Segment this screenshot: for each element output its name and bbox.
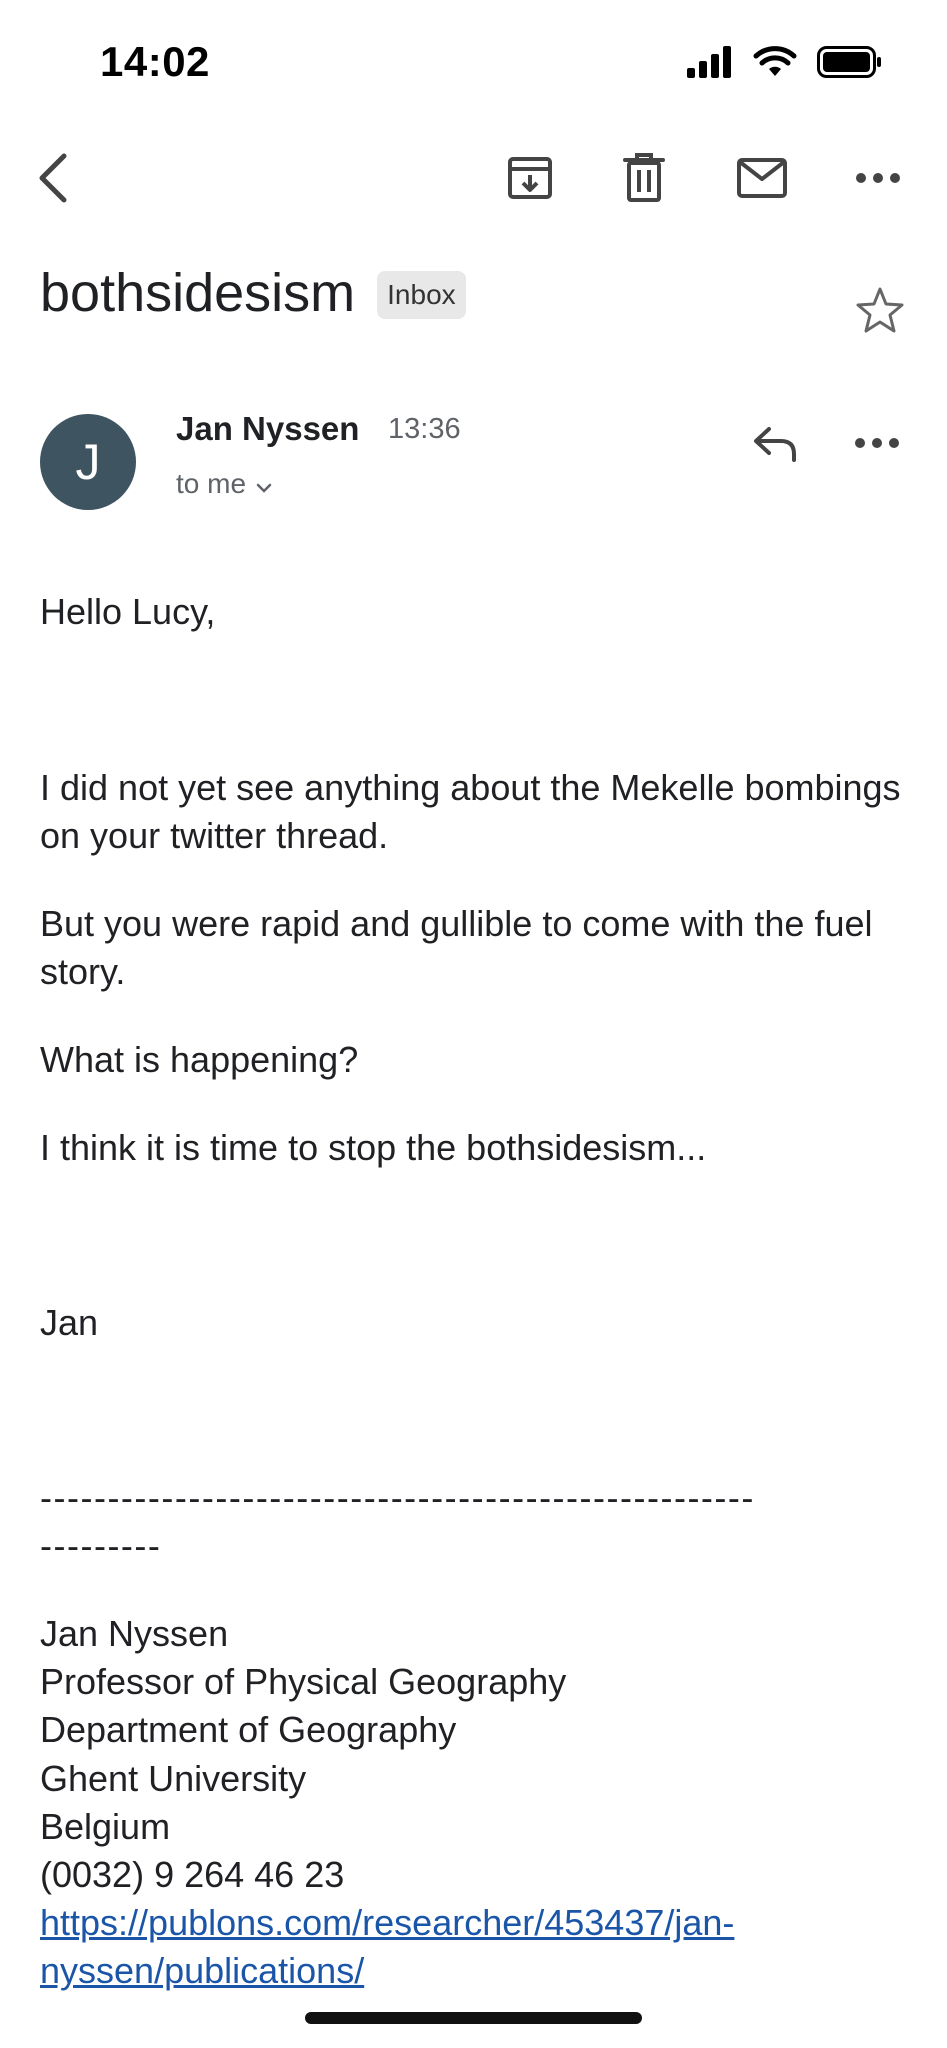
mark-unread-button[interactable] — [722, 140, 802, 220]
archive-button[interactable] — [490, 140, 570, 220]
signature-country: Belgium — [40, 1806, 171, 1847]
trash-icon — [621, 152, 667, 209]
message-more-button[interactable] — [842, 410, 912, 480]
subject-row — [40, 262, 910, 324]
signature-link[interactable] — [40, 1899, 920, 1947]
status-time: 14:02 — [100, 38, 210, 85]
signature-department: Department of Geography — [40, 1709, 457, 1750]
signature-name: Jan Nyssen — [40, 1613, 229, 1654]
body-paragraph-2: But you were rapid and gullible to come with the fuel story. — [40, 903, 873, 992]
battery-icon — [817, 46, 883, 83]
signature-phone[interactable]: (0032) 9 264 46 23 — [40, 1854, 345, 1895]
delete-button[interactable] — [604, 140, 684, 220]
email-toolbar — [0, 140, 947, 230]
signature-separator: ----------------------------------------------------- — [40, 1477, 755, 1518]
recipient-details-toggle[interactable] — [176, 468, 272, 500]
reply-button[interactable] — [740, 410, 810, 480]
mail-icon — [736, 157, 788, 204]
status-bar — [0, 0, 947, 120]
star-button[interactable] — [848, 280, 912, 344]
back-button[interactable] — [14, 140, 94, 220]
body-paragraph-3: What is happening? — [40, 1039, 359, 1080]
signature-title: Professor of Physical Geography — [40, 1661, 567, 1702]
home-indicator[interactable] — [305, 2012, 642, 2024]
cellular-signal-icon — [687, 46, 733, 83]
body-paragraph-4: I think it is time to stop the bothsidesism... — [40, 1127, 707, 1168]
inbox-label-chip[interactable]: Inbox — [377, 271, 466, 319]
more-icon — [855, 171, 901, 189]
signature-separator-continued: --------- — [40, 1525, 162, 1566]
back-arrow-icon — [34, 150, 74, 211]
sender-avatar[interactable]: J — [40, 414, 136, 510]
chevron-down-icon — [256, 468, 272, 500]
publications-link-continued[interactable]: nyssen/publications/ — [40, 1950, 365, 1991]
sent-time: 13:36 — [388, 413, 461, 445]
status-icons — [687, 46, 883, 83]
sender-name[interactable]: Jan Nyssen — [176, 410, 360, 447]
body-paragraph-1: I did not yet see anything about the Mekelle bombings on your twitter thread. — [40, 767, 901, 856]
signature-university: Ghent University — [40, 1758, 307, 1799]
publications-link[interactable]: https://publons.com/researcher/453437/jan- — [40, 1902, 735, 1943]
signoff: Jan — [40, 1302, 99, 1343]
more-icon — [854, 436, 900, 454]
star-icon — [855, 286, 905, 339]
archive-icon — [505, 153, 555, 208]
greeting: Hello Lucy, — [40, 591, 216, 632]
reply-icon — [751, 423, 799, 468]
email-subject: bothsidesism — [40, 263, 356, 323]
wifi-icon — [753, 46, 797, 83]
signature-link-continued[interactable] — [40, 1947, 920, 1995]
recipient-label: to me — [176, 468, 247, 499]
more-options-button[interactable] — [838, 140, 918, 220]
